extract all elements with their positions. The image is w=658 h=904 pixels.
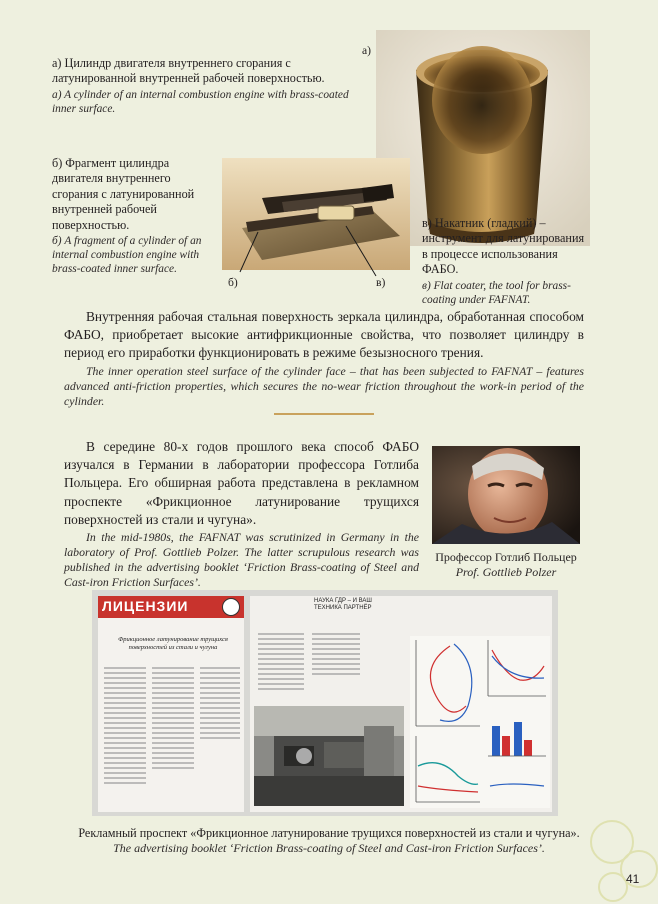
booklet-heading: Фрикционное латунирование трущихся поверхностей из стали и чугуна bbox=[118, 636, 228, 651]
bottom-caption bbox=[40, 826, 618, 856]
portrait-caption bbox=[432, 550, 580, 579]
booklet-right-page bbox=[250, 596, 552, 812]
booklet-photo bbox=[92, 590, 558, 816]
bottom-caption-ru: Рекламный проспект «Фрикционное латунирование трущихся поверхностей из стали и чугуна». bbox=[78, 826, 580, 840]
paragraph-1-ru: Внутренняя рабочая стальная поверхность зеркала цилиндра, обработанная способом ФАБО, приобретает высокие антифрикционные свойства, что позволяет цилиндру в период его приработки функционировать в режиме безызносного трения. bbox=[64, 309, 584, 361]
decorative-ring bbox=[598, 872, 628, 902]
caption-a-ru: а) Цилиндр двигателя внутреннего сгорания с латунированной внутренней рабочей поверхностью. bbox=[52, 56, 325, 86]
booklet-right-header: НАУКА ГДР – И ВАШ ТЕХНИКА ПАРТНЁР bbox=[314, 598, 372, 611]
page-number: 41 bbox=[626, 872, 640, 886]
caption-b-en: б) A fragment of a cylinder of an internal combustion engine with brass-coated inner surface. bbox=[52, 235, 202, 276]
caption-a-en: a) A cylinder of an internal combustion engine with brass-coated inner surface. bbox=[52, 88, 349, 116]
portrait-caption-en: Prof. Gottlieb Polzer bbox=[455, 565, 557, 579]
divider bbox=[274, 413, 374, 415]
paragraph-1 bbox=[64, 308, 584, 409]
portrait-caption-ru: Профессор Готлиб Польцер bbox=[435, 550, 577, 564]
label-a: а) bbox=[362, 44, 372, 57]
booklet-logo-emblem bbox=[222, 598, 240, 616]
bottom-caption-en: The advertising booklet ‘Friction Brass-coating of Steel and Cast-iron Friction Surfaces’. bbox=[113, 841, 545, 855]
paragraph-1-en: The inner operation steel surface of the cylinder face – that has been subjected to FAFNAT – features advanced anti-friction properties, which secures the no-wear friction throughout the work-in period of the cylinder. bbox=[64, 363, 584, 408]
caption-c-ru: в) Накатник (гладкий) – инструмент для латунирования в процессе использования ФАБО. bbox=[422, 216, 585, 277]
caption-b-ru: б) Фрагмент цилиндра двигателя внутреннего сгорания с латунированной внутренней рабочей поверхностью. bbox=[52, 156, 195, 232]
booklet-charts bbox=[410, 636, 550, 808]
portrait-photo bbox=[432, 446, 580, 544]
caption-c bbox=[422, 216, 592, 307]
paragraph-2-en: In the mid-1980s, the FAFNAT was scrutinized in Germany in the laboratory of Prof. Gottlieb Polzer. The latter scrupulous research was published in the advertising booklet ‘Friction Brass-coating of Steel and Cast-iron Friction Surfaces’. bbox=[64, 530, 419, 590]
label-b: б) bbox=[228, 276, 238, 289]
label-c: в) bbox=[376, 276, 386, 289]
booklet-left-page bbox=[98, 596, 244, 812]
paragraph-2 bbox=[64, 438, 419, 590]
caption-c-en: в) Flat coater, the tool for brass-coating under FAFNAT. bbox=[422, 279, 571, 306]
booklet-logo: ЛИЦЕНЗИИ bbox=[102, 598, 189, 614]
booklet-left-text-lines bbox=[98, 664, 244, 810]
booklet-machine-photo bbox=[254, 706, 404, 806]
paragraph-2-ru: В середине 80-х годов прошлого века способ ФАБО изучался в Германии в лаборатории профессора Готлиба Польцера. Его обширная работа представлена в рекламном проспекте «Фрикционное латунирование трущихся поверхностей из стали и чугуна». bbox=[64, 439, 419, 527]
